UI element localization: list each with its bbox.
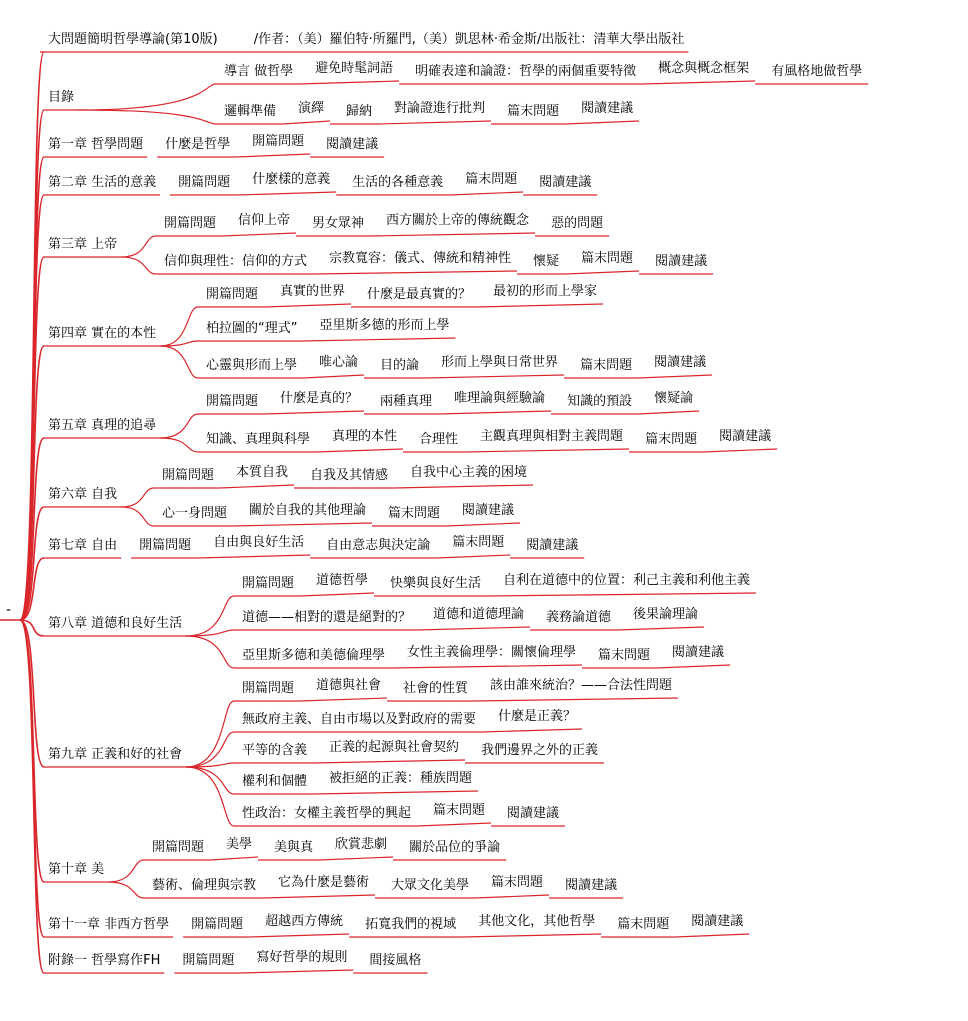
- connector-line: [425, 375, 564, 378]
- connector-line: [474, 698, 678, 701]
- connector-line: [186, 701, 234, 767]
- connector-line: [675, 934, 749, 937]
- topic-11-2-4: 篇末問題: [491, 875, 544, 890]
- topic-4-2-4: 篇末問題: [581, 251, 634, 266]
- topic-3-1-2: 什麼樣的意義: [252, 172, 331, 187]
- topic-1-1-1: 導言 做哲學: [224, 64, 294, 79]
- topic-6-1-6: 懷疑論: [654, 391, 694, 406]
- topic-8-1-2: 自由與良好生活: [213, 535, 305, 550]
- topic-1-2-4: 對論證進行批判: [394, 101, 486, 116]
- chapter-10: 第九章 正義和好的社會: [48, 747, 183, 762]
- topic-5-3-6: 閱讀建議: [654, 355, 707, 370]
- topic-9-3-3: 篇末問題: [598, 648, 651, 663]
- connector-line: [300, 698, 387, 701]
- topic-1-2-6: 閱讀建議: [581, 101, 634, 116]
- topic-10-4-1: 權利和個體: [242, 774, 308, 789]
- topic-7-2-3: 篇末問題: [388, 506, 441, 521]
- connector-line: [417, 627, 530, 630]
- topic-4-1-4: 西方關於上帝的傳統觀念: [386, 213, 530, 228]
- topic-11-1-1: 開篇問題: [152, 840, 205, 855]
- connector-line: [249, 934, 349, 937]
- topic-6-1-5: 知識的預設: [567, 394, 633, 409]
- topic-10-3-1: 平等的含義: [242, 743, 308, 758]
- chapter-2: 第一章 哲學問題: [48, 137, 144, 152]
- connector-line: [186, 732, 234, 767]
- chapter-5: 第四章 實在的本性: [48, 326, 157, 341]
- chapter-9: 第八章 道德和良好生活: [48, 616, 183, 631]
- topic-11-2-1: 藝術、倫理與宗教: [152, 878, 257, 893]
- topic-1-2-3: 歸納: [346, 104, 373, 119]
- topic-1-2-5: 篇末問題: [507, 104, 560, 119]
- connector-line: [160, 438, 198, 452]
- connector-line: [464, 449, 629, 452]
- topic-12-1-3: 拓寬我們的視域: [365, 917, 457, 932]
- topic-5-2-1: 柏拉圖的“理式”: [206, 321, 298, 336]
- topic-6-2-6: 閱讀建議: [719, 429, 772, 444]
- topic-4-2-2: 宗教寬容：儀式、傳統和精神性: [329, 251, 512, 266]
- topic-9-1-3: 快樂與良好生活: [390, 576, 482, 591]
- topic-11-2-5: 閱讀建議: [565, 878, 618, 893]
- connector-line: [303, 338, 455, 341]
- topic-13-1-3: 間接風格: [369, 953, 422, 968]
- connector-line: [300, 593, 374, 596]
- chapter-6: 第五章 真理的追尋: [48, 418, 157, 433]
- topic-10-5-1: 性政治：女權主義哲學的興起: [242, 806, 412, 821]
- connector-line: [303, 375, 364, 378]
- topic-7-2-1: 心一身問題: [162, 506, 228, 521]
- topic-7-1-3: 自我及其情感: [310, 468, 389, 483]
- topic-8-1-4: 篇末問題: [452, 535, 505, 550]
- topic-1-1-5: 有風格地做哲學: [771, 64, 863, 79]
- book-meta: /作者：（美）羅伯特·所羅門,（美）凱思林·希金斯/出版社：清華大學出版社: [253, 32, 685, 47]
- topic-4-2-1: 信仰與理性：信仰的方式: [164, 254, 308, 269]
- topic-3-1-5: 閱讀建議: [539, 175, 592, 190]
- topic-11-2-3: 大眾文化美學: [391, 878, 470, 893]
- connector-line: [160, 346, 198, 378]
- topic-1-1-4: 概念與概念框架: [658, 61, 750, 76]
- topic-2-1-1: 什麼是哲學: [165, 137, 231, 152]
- connector-line: [477, 304, 603, 307]
- connector-line: [160, 414, 198, 438]
- connector-line: [475, 895, 549, 898]
- connector-line: [378, 121, 491, 124]
- connector-line: [482, 729, 582, 732]
- topic-9-3-4: 閱讀建議: [672, 645, 725, 660]
- topic-12-1-4: 其他文化，其他哲學: [478, 914, 596, 929]
- topic-10-1-4: 該由誰來統治？——合法性問題: [490, 678, 673, 693]
- connector-line: [617, 627, 704, 630]
- topic-2-1-3: 閱讀建議: [326, 137, 379, 152]
- topic-11-1-5: 關於品位的爭論: [409, 840, 501, 855]
- connector-line: [121, 507, 154, 526]
- topic-13-1-1: 開篇問題: [182, 953, 235, 968]
- topic-8-1-1: 開篇問題: [139, 538, 192, 553]
- connector-line: [186, 767, 234, 794]
- topic-12-1-5: 篇末問題: [617, 917, 670, 932]
- topic-10-2-2: 什麼是正義？: [498, 709, 577, 724]
- topic-5-3-2: 唯心論: [319, 355, 359, 370]
- topic-9-2-2: 道德和道德理論: [433, 607, 525, 622]
- connector-line: [236, 154, 310, 157]
- connector-line: [197, 555, 310, 558]
- connector-line: [186, 636, 234, 668]
- connector-line: [299, 81, 399, 84]
- topic-4-1-5: 惡的問題: [551, 216, 604, 231]
- topic-10-2-1: 無政府主義、自由市場以及對政府的需要: [242, 712, 477, 727]
- connector-line: [121, 488, 154, 507]
- topic-6-1-4: 唯理論與經驗論: [454, 391, 546, 406]
- topic-12-1-1: 開篇問題: [191, 917, 244, 932]
- chapter-13: 附錄一 哲學寫作FH: [48, 953, 161, 968]
- topic-11-1-3: 美與真: [274, 840, 314, 855]
- connector-line: [638, 411, 699, 414]
- topic-11-1-4: 欣賞悲劇: [335, 837, 388, 852]
- topic-5-1-1: 開篇問題: [206, 287, 259, 302]
- connector-line: [313, 271, 517, 274]
- connector-line: [462, 934, 601, 937]
- topic-6-1-2: 什麼是真的？: [280, 391, 359, 406]
- topic-4-1-2: 信仰上帝: [238, 213, 291, 228]
- connector-line: [121, 257, 156, 274]
- topic-10-1-2: 道德與社會: [316, 678, 382, 693]
- connector-line: [370, 233, 535, 236]
- topic-3-1-3: 生活的各種意義: [352, 175, 444, 190]
- topic-1-1-2: 避免時髦詞語: [315, 61, 394, 76]
- topic-9-1-1: 開篇問題: [242, 576, 295, 591]
- connector-line: [638, 375, 712, 378]
- connector-line: [236, 192, 336, 195]
- topic-6-1-3: 兩種真理: [380, 394, 433, 409]
- topic-6-2-4: 主觀真理與相對主義問題: [480, 429, 624, 444]
- connector-line: [78, 110, 216, 124]
- chapter-4: 第三章 上帝: [48, 237, 118, 252]
- connector-line: [108, 860, 144, 882]
- connector-line: [487, 593, 756, 596]
- topic-13-1-2: 寫好哲學的規則: [256, 950, 348, 965]
- topic-1-1-3: 明確表達和論證：哲學的兩個重要特徵: [415, 64, 637, 79]
- topic-12-1-2: 超越西方傳統: [265, 914, 344, 929]
- topic-5-1-4: 最初的形而上學家: [493, 284, 598, 299]
- topic-8-1-5: 閱讀建議: [526, 538, 579, 553]
- topic-7-2-4: 閱讀建議: [462, 503, 515, 518]
- book-title: 大問題簡明哲學導論(第10版): [48, 32, 218, 47]
- topic-9-2-3: 義務論道德: [546, 610, 612, 625]
- connector-line: [313, 760, 465, 763]
- topic-5-2-2: 亞里斯多德的形而上學: [319, 318, 450, 333]
- topic-4-1-1: 開篇問題: [164, 216, 217, 231]
- chapter-3: 第二章 生活的意義: [48, 175, 157, 190]
- topic-4-2-3: 懷疑: [533, 254, 560, 269]
- topic-4-2-5: 閱讀建議: [655, 254, 708, 269]
- connector-line: [121, 236, 156, 257]
- topic-3-1-4: 篇末問題: [465, 172, 518, 187]
- topic-9-1-4: 自利在道德中的位置：利己主義和利他主義: [503, 573, 751, 588]
- connector-line: [565, 121, 639, 124]
- connector-line: [394, 485, 533, 488]
- topic-9-1-2: 道德哲學: [316, 573, 369, 588]
- connector-line: [642, 81, 755, 84]
- connector-line: [703, 449, 777, 452]
- topic-6-1-1: 開篇問題: [206, 394, 259, 409]
- connector-line: [391, 665, 582, 668]
- chapter-8: 第七章 自由: [48, 538, 118, 553]
- connector-line: [78, 84, 216, 110]
- root-node: -: [6, 602, 12, 618]
- topic-10-1-1: 開篇問題: [242, 681, 295, 696]
- topic-1-2-1: 邏輯準備: [224, 104, 277, 119]
- chapter-11: 第十章 美: [48, 862, 105, 877]
- topic-1-2-2: 演繹: [298, 101, 325, 116]
- topic-6-2-1: 知識、真理與科學: [206, 432, 311, 447]
- connector-line: [210, 857, 258, 860]
- connector-line: [313, 791, 478, 794]
- connector-line: [186, 763, 234, 767]
- connector-line: [220, 485, 294, 488]
- connector-line: [264, 304, 351, 307]
- topic-10-3-3: 我們邊界之外的正義: [481, 743, 599, 758]
- connector-line: [233, 523, 372, 526]
- topic-6-2-2: 真理的本性: [332, 429, 398, 444]
- topic-5-3-4: 形而上學與日常世界: [441, 355, 559, 370]
- connector-line: [264, 411, 364, 414]
- chapter-7: 第六章 自我: [48, 487, 118, 502]
- topic-7-1-4: 自我中心主義的困境: [410, 465, 528, 480]
- topic-12-1-6: 閱讀建議: [691, 914, 744, 929]
- topic-9-3-2: 女性主義倫理學：關懷倫理學: [407, 645, 577, 660]
- topic-9-3-1: 亞里斯多德和美德倫理學: [242, 648, 386, 663]
- connector-line: [436, 555, 510, 558]
- connector-line: [449, 192, 523, 195]
- topic-7-1-2: 本質自我: [236, 465, 289, 480]
- connector-line: [656, 665, 730, 668]
- topic-5-3-5: 篇末問題: [580, 358, 633, 373]
- connector-line: [240, 970, 353, 973]
- connector-line: [446, 523, 520, 526]
- topic-10-1-3: 社會的性質: [403, 681, 469, 696]
- topic-10-5-3: 閱讀建議: [507, 806, 560, 821]
- chapter-1: 目錄: [48, 90, 75, 105]
- topic-6-2-3: 合理性: [419, 432, 459, 447]
- connector-line: [282, 121, 330, 124]
- connector-line: [108, 882, 144, 898]
- topic-10-3-2: 正義的起源與社會契約: [329, 740, 460, 755]
- topic-9-2-4: 後果論理論: [633, 607, 699, 622]
- topic-9-2-1: 道德——相對的還是絕對的？: [242, 610, 412, 625]
- topic-3-1-1: 開篇問題: [178, 175, 231, 190]
- topic-2-1-2: 開篇問題: [252, 134, 305, 149]
- connector-line: [262, 895, 375, 898]
- topic-5-3-1: 心靈與形而上學: [206, 358, 298, 373]
- connector-line: [222, 233, 296, 236]
- topic-5-1-2: 真實的世界: [280, 284, 346, 299]
- topic-8-1-3: 自由意志與決定論: [326, 538, 431, 553]
- connector-line: [316, 449, 403, 452]
- connector-line: [438, 411, 551, 414]
- topic-7-1-1: 開篇問題: [162, 468, 215, 483]
- connector-line: [417, 823, 491, 826]
- connector-line: [186, 767, 234, 826]
- topic-7-2-2: 關於自我的其他理論: [249, 503, 367, 518]
- topic-10-5-2: 篇末問題: [433, 803, 486, 818]
- topic-5-3-3: 目的論: [380, 358, 420, 373]
- connector-line: [186, 596, 234, 636]
- topic-5-1-3: 什麼是最真實的？: [367, 287, 472, 302]
- topic-6-2-5: 篇末問題: [645, 432, 698, 447]
- topic-11-2-2: 它為什麼是藝術: [278, 875, 370, 890]
- topic-10-4-2: 被拒絕的正義：種族問題: [329, 771, 473, 786]
- connector-line: [160, 307, 198, 346]
- connector-line: [565, 271, 639, 274]
- connector-line: [319, 857, 393, 860]
- chapter-12: 第十一章 非西方哲學: [48, 917, 170, 932]
- topic-4-1-3: 男女眾神: [312, 216, 365, 231]
- topic-11-1-2: 美學: [226, 837, 253, 852]
